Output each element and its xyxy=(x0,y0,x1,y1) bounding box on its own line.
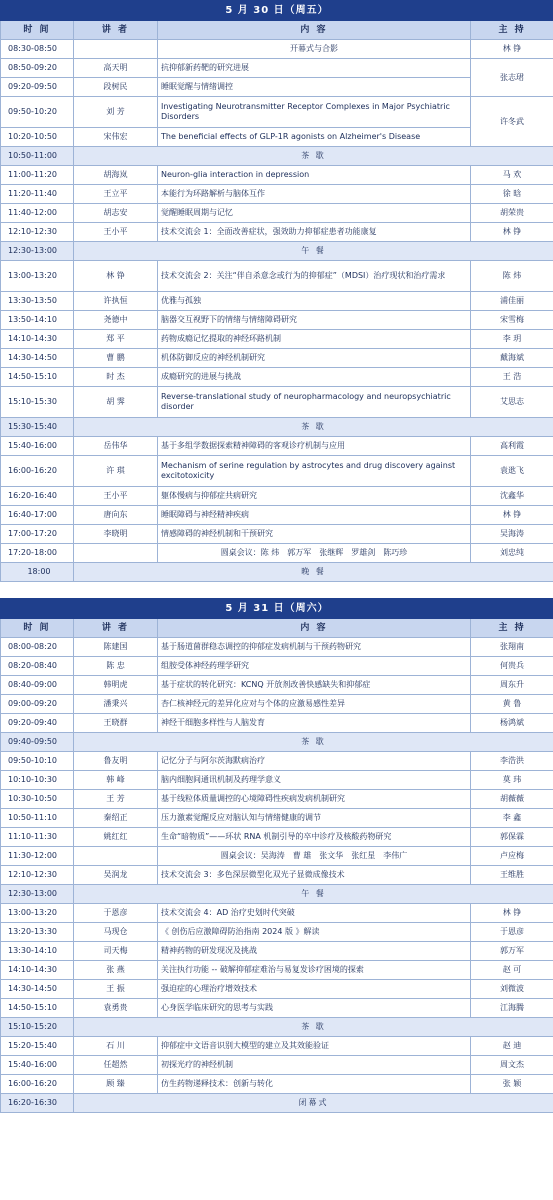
session-row xyxy=(1,714,553,733)
session-time: 15:30-15:40 xyxy=(1,418,74,437)
session-time: 14:30-14:50 xyxy=(1,980,74,999)
session-row xyxy=(1,387,553,418)
session-row xyxy=(1,128,553,147)
day-separator xyxy=(0,582,553,598)
session-row xyxy=(1,368,553,387)
session-time: 11:00-11:20 xyxy=(1,166,74,185)
host-name: 徐 晗 xyxy=(471,185,553,204)
session-time: 13:30-13:50 xyxy=(1,292,74,311)
speaker-name: 王小平 xyxy=(74,223,158,242)
session-time: 10:20-10:50 xyxy=(1,128,74,147)
host-name: 莫 玮 xyxy=(471,771,553,790)
talk-topic: 杏仁核神经元的差异化应对与个体的应激易感性差异 xyxy=(158,695,471,714)
host-name: 张 颖 xyxy=(471,1075,553,1094)
session-time: 11:10-11:30 xyxy=(1,828,74,847)
column-header: 讲 者 xyxy=(74,619,158,638)
host-name: 张志珺 xyxy=(471,59,553,97)
break-row xyxy=(1,147,553,166)
break-label: 茶 歇 xyxy=(74,733,553,752)
talk-topic: 开幕式与合影 xyxy=(158,40,471,59)
session-time: 14:30-14:50 xyxy=(1,349,74,368)
host-name: 高利霞 xyxy=(471,437,553,456)
talk-topic: 仿生药物递释技术：创新与转化 xyxy=(158,1075,471,1094)
talk-topic: The beneficial effects of GLP-1R agonists on Alzheimer's Disease xyxy=(158,128,471,147)
session-time: 10:30-10:50 xyxy=(1,790,74,809)
speaker-name: 曹 鹏 xyxy=(74,349,158,368)
session-row xyxy=(1,261,553,292)
talk-topic: 技术交流会 4：AD 治疗史划时代突破 xyxy=(158,904,471,923)
talk-topic: 组胺受体神经药理学研究 xyxy=(158,657,471,676)
day-title-row xyxy=(1,599,553,619)
talk-topic: Reverse-translational study of neuropharmacology and neuropsychiatric disorder xyxy=(158,387,471,418)
session-row xyxy=(1,204,553,223)
session-time: 09:50-10:20 xyxy=(1,97,74,128)
session-row xyxy=(1,40,553,59)
day-title: 5 月 31 日（周六） xyxy=(1,599,553,619)
talk-topic: 优雅与孤独 xyxy=(158,292,471,311)
talk-topic: 脑器交互视野下的情绪与情绪障碍研究 xyxy=(158,311,471,330)
session-time: 12:30-13:00 xyxy=(1,242,74,261)
host-name: 王 浩 xyxy=(471,368,553,387)
day-title: 5 月 30 日（周五） xyxy=(1,1,553,21)
speaker-name: 于恩彦 xyxy=(74,904,158,923)
session-time: 13:00-13:20 xyxy=(1,904,74,923)
talk-topic: 基于症状的转化研究：KCNQ 开放剂改善快感缺失和抑郁症 xyxy=(158,676,471,695)
session-row xyxy=(1,828,553,847)
break-row xyxy=(1,242,553,261)
talk-topic: 脑内细胞间通讯机制及药理学意义 xyxy=(158,771,471,790)
break-label: 茶 歇 xyxy=(74,147,553,166)
session-time: 12:10-12:30 xyxy=(1,866,74,885)
session-time: 09:20-09:40 xyxy=(1,714,74,733)
speaker-name xyxy=(74,847,158,866)
break-row xyxy=(1,1094,553,1113)
talk-topic: 记忆分子与阿尔茨海默病治疗 xyxy=(158,752,471,771)
host-name: 江海腾 xyxy=(471,999,553,1018)
host-name: 吴海涛 xyxy=(471,525,553,544)
host-name: 王维胜 xyxy=(471,866,553,885)
session-row xyxy=(1,1056,553,1075)
host-name: 何贵兵 xyxy=(471,657,553,676)
session-row xyxy=(1,525,553,544)
break-label: 午 餐 xyxy=(74,242,553,261)
host-name: 许冬武 xyxy=(471,97,553,147)
session-time: 08:20-08:40 xyxy=(1,657,74,676)
column-header-row xyxy=(1,21,553,40)
session-time: 14:10-14:30 xyxy=(1,330,74,349)
session-time: 11:30-12:00 xyxy=(1,847,74,866)
session-row xyxy=(1,311,553,330)
speaker-name: 王 振 xyxy=(74,980,158,999)
host-name: 张翔南 xyxy=(471,638,553,657)
session-row xyxy=(1,349,553,368)
speaker-name: 任超然 xyxy=(74,1056,158,1075)
speaker-name: 陈 忠 xyxy=(74,657,158,676)
speaker-name: 刘 芳 xyxy=(74,97,158,128)
host-name: 陈 炜 xyxy=(471,261,553,292)
host-name: 郭保霖 xyxy=(471,828,553,847)
break-label: 茶 歇 xyxy=(74,1018,553,1037)
session-time: 11:20-11:40 xyxy=(1,185,74,204)
talk-topic: 抑郁症中文语音识别大模型的建立及其效能验证 xyxy=(158,1037,471,1056)
session-row xyxy=(1,506,553,525)
break-label: 茶 歇 xyxy=(74,418,553,437)
host-name: 李 玥 xyxy=(471,330,553,349)
session-row xyxy=(1,942,553,961)
session-time: 09:50-10:10 xyxy=(1,752,74,771)
session-time: 18:00 xyxy=(1,563,74,582)
speaker-name: 韩 峰 xyxy=(74,771,158,790)
session-row xyxy=(1,78,553,97)
host-name: 周东升 xyxy=(471,676,553,695)
speaker-name: 林 铮 xyxy=(74,261,158,292)
session-row xyxy=(1,292,553,311)
speaker-name: 姚红红 xyxy=(74,828,158,847)
speaker-name: 秦绍正 xyxy=(74,809,158,828)
talk-topic: 强迫症的心理治疗增效技术 xyxy=(158,980,471,999)
column-header: 主 持 xyxy=(471,21,553,40)
session-row xyxy=(1,657,553,676)
talk-topic: 情感障碍的神经机制和干预研究 xyxy=(158,525,471,544)
session-time: 10:50-11:10 xyxy=(1,809,74,828)
host-name: 杨鸿斌 xyxy=(471,714,553,733)
schedule-table-day-1 xyxy=(0,0,553,582)
session-row xyxy=(1,456,553,487)
talk-topic: 技术交流会 2：关注“伴自杀意念或行为的抑郁症”（MDSI）治疗现状和治疗需求 xyxy=(158,261,471,292)
speaker-name: 王立平 xyxy=(74,185,158,204)
column-header: 时 间 xyxy=(1,21,74,40)
session-row xyxy=(1,752,553,771)
session-time: 13:30-14:10 xyxy=(1,942,74,961)
speaker-name: 韩明虎 xyxy=(74,676,158,695)
session-time: 15:40-16:00 xyxy=(1,437,74,456)
speaker-name xyxy=(74,544,158,563)
talk-topic: 睡眠觉醒与情绪调控 xyxy=(158,78,471,97)
host-name: 艾思志 xyxy=(471,387,553,418)
talk-topic: 抗抑郁新药靶的研究进展 xyxy=(158,59,471,78)
talk-topic: 躯体慢病与抑郁症共病研究 xyxy=(158,487,471,506)
speaker-name: 石 川 xyxy=(74,1037,158,1056)
talk-topic: 药物成瘾记忆提取的神经环路机制 xyxy=(158,330,471,349)
talk-topic: 成瘾研究的进展与挑战 xyxy=(158,368,471,387)
speaker-name: 王晓群 xyxy=(74,714,158,733)
session-time: 14:50-15:10 xyxy=(1,999,74,1018)
talk-topic: 基于肠道菌群稳态调控的抑郁症发病机制与干预药物研究 xyxy=(158,638,471,657)
session-time: 08:30-08:50 xyxy=(1,40,74,59)
session-time: 10:50-11:00 xyxy=(1,147,74,166)
host-name: 马 欢 xyxy=(471,166,553,185)
session-time: 15:10-15:30 xyxy=(1,387,74,418)
speaker-name: 岳伟华 xyxy=(74,437,158,456)
host-name: 沈鑫华 xyxy=(471,487,553,506)
host-name: 黄 鲁 xyxy=(471,695,553,714)
session-time: 13:20-13:30 xyxy=(1,923,74,942)
speaker-name: 胡志安 xyxy=(74,204,158,223)
talk-topic: 基于多组学数据探索精神障碍的客观诊疗机制与应用 xyxy=(158,437,471,456)
speaker-name: 高天明 xyxy=(74,59,158,78)
session-time: 09:00-09:20 xyxy=(1,695,74,714)
column-header: 内 容 xyxy=(158,21,471,40)
session-time: 16:00-16:20 xyxy=(1,456,74,487)
session-time: 16:00-16:20 xyxy=(1,1075,74,1094)
talk-topic: 机体防御反应的神经机制研究 xyxy=(158,349,471,368)
host-name: 赵 可 xyxy=(471,961,553,980)
session-time: 12:30-13:00 xyxy=(1,885,74,904)
break-row xyxy=(1,885,553,904)
talk-topic: Neuron-glia interaction in depression xyxy=(158,166,471,185)
talk-topic: Investigating Neurotransmitter Receptor Complexes in Major Psychiatric Disorders xyxy=(158,97,471,128)
speaker-name: 尧德中 xyxy=(74,311,158,330)
talk-topic: 神经干细胞多样性与人脑发育 xyxy=(158,714,471,733)
speaker-name: 时 杰 xyxy=(74,368,158,387)
host-name: 李 鑫 xyxy=(471,809,553,828)
session-time: 16:20-16:40 xyxy=(1,487,74,506)
session-time: 08:00-08:20 xyxy=(1,638,74,657)
session-row xyxy=(1,790,553,809)
talk-topic: 技术交流会 1：全面改善症状，强效助力抑郁症患者功能康复 xyxy=(158,223,471,242)
break-label: 闭幕式 xyxy=(74,1094,553,1113)
talk-topic: 本能行为环路解析与脑体互作 xyxy=(158,185,471,204)
break-label: 午 餐 xyxy=(74,885,553,904)
break-row xyxy=(1,733,553,752)
talk-topic: 精神药物的研发现况及挑战 xyxy=(158,942,471,961)
column-header-row xyxy=(1,619,553,638)
host-name: 胡薇薇 xyxy=(471,790,553,809)
host-name: 浦佳丽 xyxy=(471,292,553,311)
talk-topic: 压力激素觉醒反应对脑认知与情绪健康的调节 xyxy=(158,809,471,828)
session-time: 15:10-15:20 xyxy=(1,1018,74,1037)
speaker-name: 胡 霁 xyxy=(74,387,158,418)
session-time: 12:10-12:30 xyxy=(1,223,74,242)
session-row xyxy=(1,866,553,885)
speaker-name: 潘秉兴 xyxy=(74,695,158,714)
session-row xyxy=(1,638,553,657)
session-row xyxy=(1,223,553,242)
speaker-name: 王 芳 xyxy=(74,790,158,809)
host-name: 林 铮 xyxy=(471,506,553,525)
speaker-name: 袁勇贵 xyxy=(74,999,158,1018)
host-name: 于恩彦 xyxy=(471,923,553,942)
speaker-name: 王小平 xyxy=(74,487,158,506)
talk-topic: 《 创伤后应激障碍防治指南 2024 版 》解读 xyxy=(158,923,471,942)
day-title-row xyxy=(1,1,553,21)
speaker-name: 司天梅 xyxy=(74,942,158,961)
host-name: 宋雪梅 xyxy=(471,311,553,330)
session-time: 09:20-09:50 xyxy=(1,78,74,97)
speaker-name: 顾 臻 xyxy=(74,1075,158,1094)
break-label: 晚 餐 xyxy=(74,563,553,582)
host-name: 戴海斌 xyxy=(471,349,553,368)
session-row xyxy=(1,544,553,563)
break-row xyxy=(1,418,553,437)
session-row xyxy=(1,771,553,790)
session-row xyxy=(1,961,553,980)
session-row xyxy=(1,185,553,204)
schedule-table-day-2 xyxy=(0,598,553,1113)
talk-topic: Mechanism of serine regulation by astrocytes and drug discovery against excitotoxicity xyxy=(158,456,471,487)
column-header: 主 持 xyxy=(471,619,553,638)
speaker-name: 宋伟宏 xyxy=(74,128,158,147)
speaker-name: 许 琪 xyxy=(74,456,158,487)
host-name: 郭万军 xyxy=(471,942,553,961)
session-time: 17:20-18:00 xyxy=(1,544,74,563)
session-time: 17:00-17:20 xyxy=(1,525,74,544)
session-time: 08:50-09:20 xyxy=(1,59,74,78)
session-time: 14:10-14:30 xyxy=(1,961,74,980)
session-time: 15:20-15:40 xyxy=(1,1037,74,1056)
session-row xyxy=(1,1037,553,1056)
talk-topic: 觉醒睡眠周期与记忆 xyxy=(158,204,471,223)
session-time: 10:10-10:30 xyxy=(1,771,74,790)
speaker-name: 郑 平 xyxy=(74,330,158,349)
session-row xyxy=(1,166,553,185)
session-row xyxy=(1,59,553,78)
host-name: 林 铮 xyxy=(471,223,553,242)
speaker-name: 李晓明 xyxy=(74,525,158,544)
session-row xyxy=(1,97,553,128)
session-row xyxy=(1,999,553,1018)
speaker-name: 许执恒 xyxy=(74,292,158,311)
session-row xyxy=(1,847,553,866)
column-header: 时 间 xyxy=(1,619,74,638)
speaker-name: 胡海岚 xyxy=(74,166,158,185)
talk-topic: 生命“暗物质”——环状 RNA 机制引导的卒中诊疗及核酸药物研究 xyxy=(158,828,471,847)
speaker-name: 段树民 xyxy=(74,78,158,97)
speaker-name: 吴润龙 xyxy=(74,866,158,885)
session-row xyxy=(1,487,553,506)
talk-topic: 睡眠障碍与神经精神疾病 xyxy=(158,506,471,525)
session-row xyxy=(1,676,553,695)
session-time: 13:50-14:10 xyxy=(1,311,74,330)
session-time: 15:40-16:00 xyxy=(1,1056,74,1075)
speaker-name: 鲁友明 xyxy=(74,752,158,771)
talk-topic: 技术交流会 3：多色深层微型化双光子显微成像技术 xyxy=(158,866,471,885)
session-row xyxy=(1,923,553,942)
host-name: 卢应梅 xyxy=(471,847,553,866)
session-row xyxy=(1,437,553,456)
session-time: 08:40-09:00 xyxy=(1,676,74,695)
host-name: 李浩洪 xyxy=(471,752,553,771)
speaker-name: 陈建国 xyxy=(74,638,158,657)
host-name: 胡荣贵 xyxy=(471,204,553,223)
session-time: 11:40-12:00 xyxy=(1,204,74,223)
talk-topic: 心身医学临床研究的思考与实践 xyxy=(158,999,471,1018)
talk-topic: 圆桌会议：陈 炜 郭万军 张继辉 罗雄剑 陈巧珍 xyxy=(158,544,471,563)
host-name: 刘微波 xyxy=(471,980,553,999)
session-time: 14:50-15:10 xyxy=(1,368,74,387)
host-name: 刘忠纯 xyxy=(471,544,553,563)
session-time: 13:00-13:20 xyxy=(1,261,74,292)
session-row xyxy=(1,904,553,923)
session-row xyxy=(1,330,553,349)
break-row xyxy=(1,563,553,582)
break-row xyxy=(1,1018,553,1037)
column-header: 内 容 xyxy=(158,619,471,638)
host-name: 林 铮 xyxy=(471,904,553,923)
host-name: 袁逖飞 xyxy=(471,456,553,487)
session-time: 16:40-17:00 xyxy=(1,506,74,525)
speaker-name: 唐向东 xyxy=(74,506,158,525)
session-time: 09:40-09:50 xyxy=(1,733,74,752)
column-header: 讲 者 xyxy=(74,21,158,40)
speaker-name: 马现仓 xyxy=(74,923,158,942)
session-row xyxy=(1,809,553,828)
talk-topic: 基于线粒体质量调控的心境障碍性疾病发病机制研究 xyxy=(158,790,471,809)
session-row xyxy=(1,980,553,999)
session-time: 16:20-16:30 xyxy=(1,1094,74,1113)
host-name: 周文杰 xyxy=(471,1056,553,1075)
host-name: 林 铮 xyxy=(471,40,553,59)
session-row xyxy=(1,1075,553,1094)
speaker-name xyxy=(74,40,158,59)
talk-topic: 圆桌会议：吴海涛 曹 雄 张文华 张红星 李伟广 xyxy=(158,847,471,866)
talk-topic: 关注执行功能 -- 破解抑郁症难治与易复发诊疗困境的探索 xyxy=(158,961,471,980)
speaker-name: 张 燕 xyxy=(74,961,158,980)
talk-topic: 初探光疗的神经机制 xyxy=(158,1056,471,1075)
session-row xyxy=(1,695,553,714)
host-name: 赵 迪 xyxy=(471,1037,553,1056)
